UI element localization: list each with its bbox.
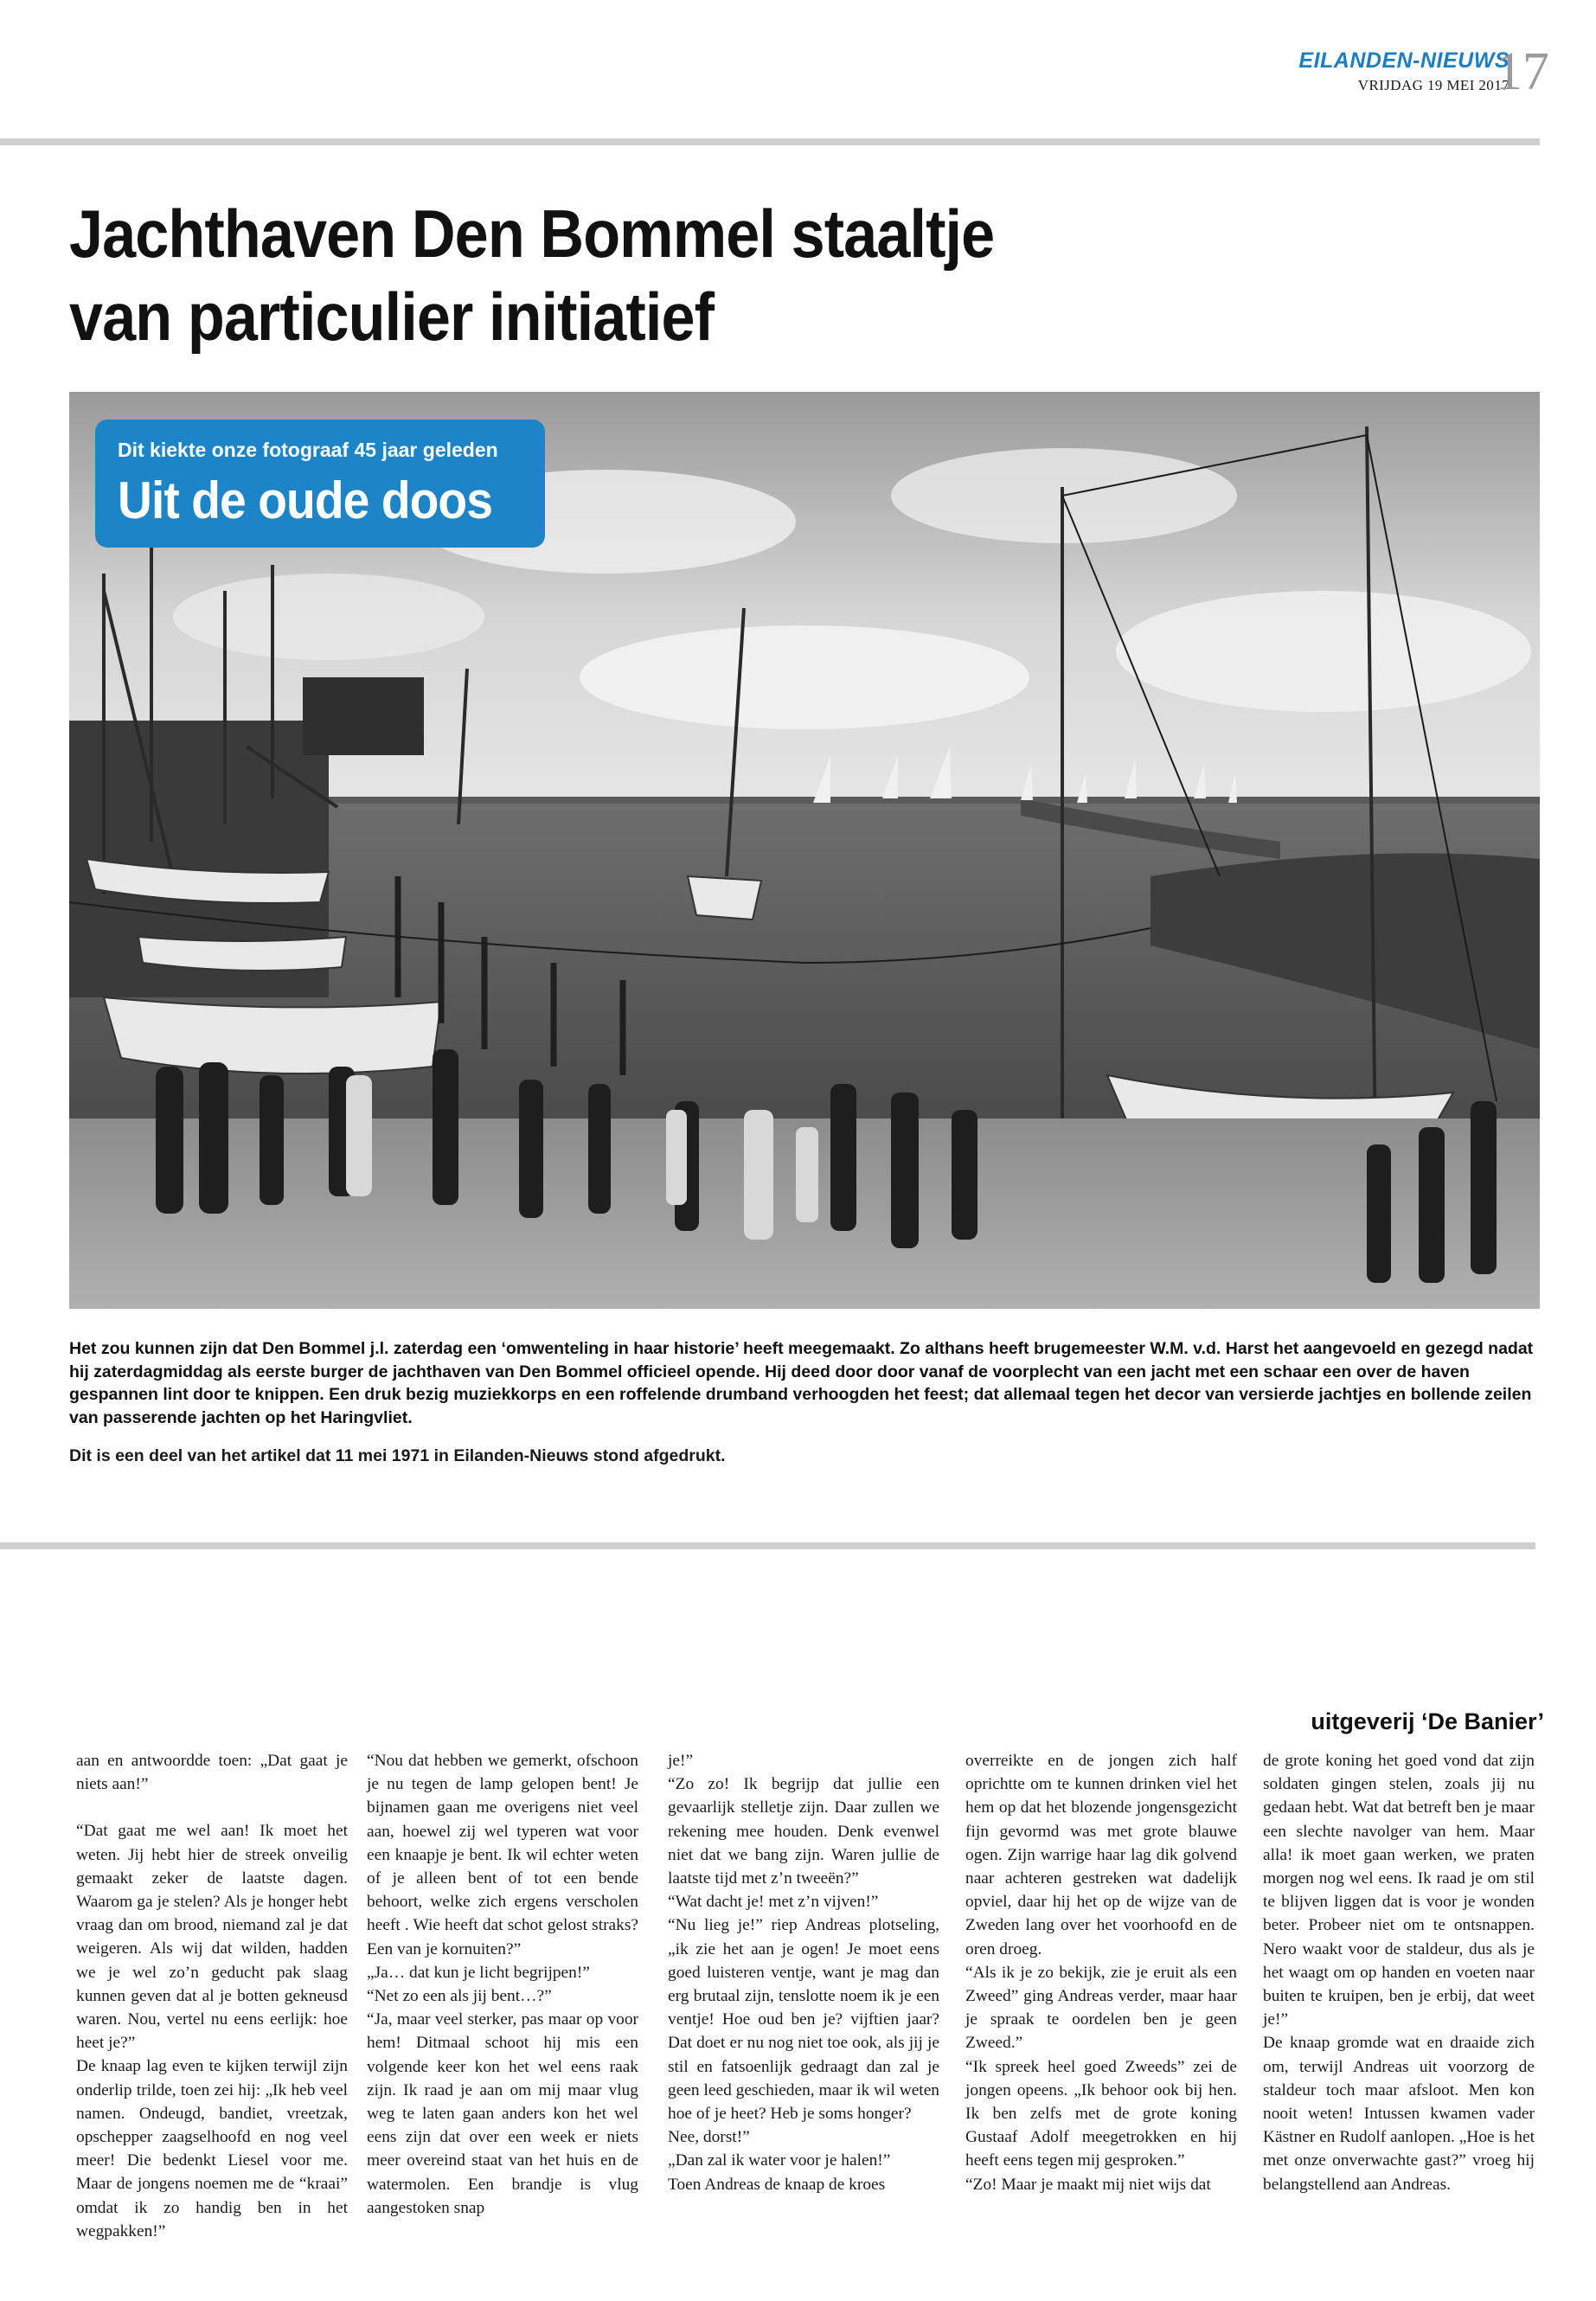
paragraph: “Zo! Maar je maakt mij niet wijs dat [965, 2175, 1211, 2194]
paragraph: je!” [668, 1752, 694, 1770]
paragraph: “Dat gaat me wel aan! Ik moet het weten. Jij hebt hier de streek onveilig gemaakt zeker de laatste dagen. Waarom ga je stelen? Als je honger hebt vraag dan om brood, niemand zal je dat weigeren. Als wij dat wilden, hadden we je wel zo’n geducht pak slaag kunnen geven dat al je botten gekneusd waren. Nou, vertel nu eens eerlijk: hoe heet je?” [76, 1822, 348, 2053]
badge-title: Uit de oude doos [118, 471, 493, 529]
paragraph: “Wat dacht je! met z’n vijven!” [668, 1893, 879, 1912]
headline-line-2: van particulier initiatief [69, 279, 715, 355]
serial-publisher: uitgeverij ‘De Banier’ [1311, 1708, 1544, 1734]
paragraph: “Ik spreek heel goed Zweeds” zei de jongen opeens. „Ik behoor ook bij hen. Ik ben zelfs met de grote koning Gustaaf Adolf meegetrokken en hij heeft eens tegen mij gesproken.” [965, 2057, 1237, 2170]
paragraph: “Nu lieg je!” riep Andreas plotseling, „ik zie het aan je ogen! Je moet eens goed luisteren ventje, want je mag dan erg brutaal zijn, tenslotte noem ik je een ventje! Hoe oud ben je? vijftien jaar? Dat doet er nu nog niet toe ook, als jij je stil en fatsoenlijk gedraagt dan zal je geen leed geschieden, maar ik wil weten hoe of je heet? Heb je soms honger? [668, 1916, 939, 2124]
uit-de-oude-doos-badge [95, 420, 545, 548]
paragraph: Toen Andreas de knaap de kroes [668, 2175, 886, 2194]
story-column-4 [965, 1749, 1237, 2196]
caption-source-note: Dit is een deel van het artikel dat 11 mei 1971 in Eilanden-Nieuws stond afgedrukt. [69, 1446, 726, 1465]
paragraph: overreikte en de jongen zich half oprichtte om te kunnen drinken viel het hem op dat het blozende jongensgezicht fijn gevormd was met grote blauwe ogen. Zijn warrige haar lag dik golvend naar achteren gestreken wat dadelijk opviel, daar hij het op de wijze van de Zweden lang over het voorhoofd en de oren droeg. [965, 1752, 1237, 1958]
paragraph: “Nou dat hebben we gemerkt, ofschoon je nu tegen de lamp gelopen bent! Je bijnamen gaan me overigens niet veel aan, hoewel zij wel typeren wat voor een knaapje je bent. Ik wil echter weten of je alleen bent of tot een bende behoort, welke zich ergens verscholen heeft . Wie heeft dat schot gelost straks? Een van je kornuiten?” [367, 1752, 638, 1958]
section-divider [0, 1542, 1535, 1549]
serial-story [76, 1749, 1547, 2285]
paragraph: De knaap lag even te kijken terwijl zijn onderlip trilde, toen zei hij: „Ik heb veel namen. Ondeugd, bandiet, vreetzak, opschepper zaagselhoofd en nog veel meer! Die bedenkt Liesel voor me. Maar de jongens noemen me de “kraai” omdat ik zo handig ben in het wegpakken!” [76, 2057, 348, 2240]
issue-date: VRIJDAG 19 MEI 2017 [1357, 77, 1509, 93]
story-column-1 [76, 1749, 348, 2243]
paragraph: „Ja… dat kun je licht begrijpen!” [367, 1963, 590, 1982]
story-column-3 [668, 1749, 939, 2196]
headline-line-1: Jachthaven Den Bommel staaltje [69, 195, 995, 272]
page-number: 17 [1496, 42, 1549, 101]
paragraph: “Ja, maar veel sterker, pas maar op voor hem! Ditmaal schoot hij mis een volgende keer kon het wel eens raak zijn. Ik raad je aan om mij maar vlug weg te laten gaan anders kon het wel eens zijn dat over een week er niets meer overeind staat van het huis en de watermolen. Een brandje is vlug aangestoken snap [367, 2010, 638, 2217]
paragraph: De knaap gromde wat en draaide zich om, terwijl Andreas uit voorzorg de staldeur toch maar afsloot. Men kon nooit weten! Intussen kwamen vader Kästner en Rudolf aanlopen. „Hoe is het met onze onverwachte gast?” vroeg hij belangstellend aan Andreas. [1263, 2034, 1535, 2194]
paragraph: Nee, dorst!” [668, 2128, 750, 2147]
newspaper-logo: EILANDEN-NIEUWS [1298, 48, 1509, 73]
story-column-5 [1263, 1749, 1535, 2196]
paragraph: aan en antwoordde toen: „Dat gaat je niets aan!” [76, 1752, 348, 1794]
harbour-photo [69, 392, 1540, 1309]
paragraph: de grote koning het goed vond dat zijn soldaten gingen stelen, zoals jij nu gedaan hebt. Wat dat betreft ben je maar een slechte navolger van hem. Maar alla! ik moet gaan werken, we praten morgen nog wel eens. Ik raad je om stil te blijven liggen dat is voor je wonden beter. Probeer niet om te ontsnappen. Nero waakt voor de staldeur, dus als je het waagt om op handen en voeten naar buiten te kruipen, ben je erbij, dat weet je!” [1263, 1752, 1535, 2029]
article-headline [69, 192, 994, 358]
paragraph: “Zo zo! Ik begrijp dat jullie een gevaarlijk stelletje zijn. Daar zullen we rekening mee houden. Denk evenwel niet dat we bang zijn. Waren jullie de laatste tijd met z’n tweeën?” [668, 1775, 939, 1888]
badge-kicker: Dit kiekte onze fotograaf 45 jaar geleden [118, 439, 498, 461]
paragraph: “Als ik je zo bekijk, zie je eruit als een Zweed” ging Andreas verder, maar haar je spraak te oordelen ben je geen Zweed.” [965, 1963, 1237, 2053]
photo-caption: Het zou kunnen zijn dat Den Bommel j.l. zaterdag een ‘omwenteling in haar historie’ heeft meegemaakt. Zo althans heeft brugemeester W.M. v.d. Harst het aangevoeld en gezegd nadat hij zaterdagmiddag als eerste burger de jachthaven van Den Bommel officieel opende. Hij deed door door vanaf de voorplecht van een jacht met een schaar een over de haven gespannen lint door te knippen. Een druk bezig muziekkorps en een roffelende drumband verhoogden het feest; dat allemaal tegen het decor van versierde jachtjes en bollende zeilen van passerende jachten op het Haringvliet. [69, 1339, 1534, 1427]
top-divider [0, 138, 1540, 145]
paragraph: “Net zo een als jij bent…?” [367, 1987, 552, 2006]
masthead [1298, 50, 1509, 94]
story-column-2 [367, 1749, 638, 2220]
paragraph: „Dan zal ik water voor je halen!” [668, 2151, 891, 2170]
